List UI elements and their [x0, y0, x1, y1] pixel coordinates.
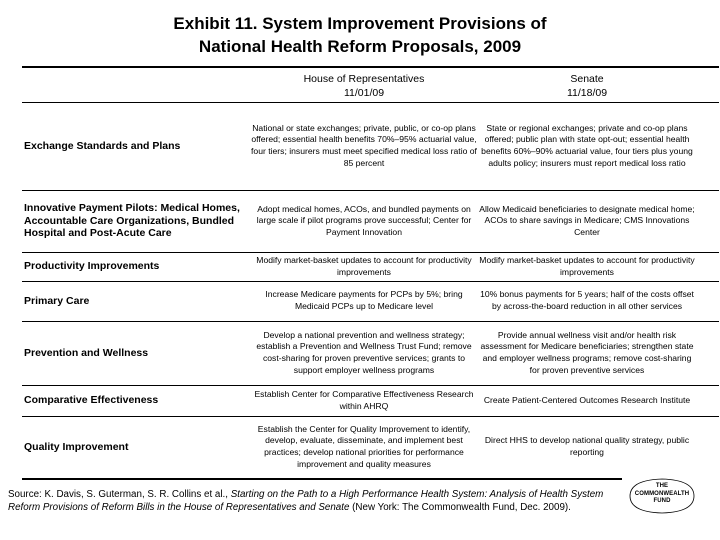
logo-line-3: FUND — [653, 498, 671, 504]
exhibit-title — [0, 12, 720, 58]
logo-text — [633, 483, 691, 506]
row-label-primary-care: Primary Care — [24, 294, 90, 307]
senate-column-header — [478, 72, 696, 100]
title-line-2: National Health Reform Proposals, 2009 — [198, 37, 522, 56]
logo-line-2: COMMONWEALTH — [634, 490, 690, 497]
row-label-productivity: Productivity Improvements — [24, 260, 160, 273]
house-prevention-wellness: Develop a national prevention and wellness strategy; establish a Prevention and Wellness Trust Fund; remove cost-sharing for proven preventive services; grants to support employer wellness programs — [256, 329, 472, 375]
house-column-header — [250, 72, 478, 100]
house-productivity: Modify market-basket updates to account for productivity improvements — [256, 254, 472, 277]
row-label-payment-pilots: Innovative Payment Pilots: Medical Homes, Accountable Care Organizations, Bundled Hospital and Post-Acute Care — [24, 202, 240, 240]
house-payment-pilots: Adopt medical homes, ACOs, and bundled payments on large scale if pilot programs prove successful; Center for Payment Innovation — [256, 203, 472, 237]
source-note — [8, 489, 618, 514]
source-title: Starting on the Path to a High Performance Health System: Analysis of Health System Reform Provisions of Reform Bills in the House of Representatives and Senate — [8, 489, 604, 513]
senate-primary-care: 10% bonus payments for 5 years; half of the costs offset by across-the-board reduction in all other services — [480, 289, 694, 311]
logo-line-1: THE — [655, 483, 669, 489]
row-label-exchange-standards: Exchange Standards and Plans — [24, 139, 181, 152]
house-quality-improvement: Establish the Center for Quality Improvement to identify, develop, evaluate, disseminate, and implement best practices; develop national priorities for performance improvement and quality measures — [257, 423, 471, 469]
top-rule — [22, 66, 719, 68]
house-exchange-standards: National or state exchanges; private, public, or co-op plans offered; essential health benefits 70%–95% actuarial value, four tiers; insurers must meet specified medical loss ratio of 85 percent — [251, 122, 477, 168]
title-line-1: Exhibit 11. System Improvement Provisions of — [173, 14, 547, 33]
row-label-quality-improvement: Quality Improvement — [24, 440, 129, 453]
row-label-comparative-effectiveness: Comparative Effectiveness — [24, 394, 159, 407]
source-suffix: (New York: The Commonwealth Fund, Dec. 2009). — [349, 501, 571, 513]
senate-productivity: Modify market-basket updates to account for productivity improvements — [479, 254, 695, 277]
senate-payment-pilots: Allow Medicaid beneficiaries to designate medical home; ACOs to share savings in Medicare; CMS Innovations Center — [479, 203, 695, 237]
house-column-name: House of Representatives — [303, 73, 425, 85]
senate-column-name: Senate — [570, 73, 604, 85]
row-label-prevention-wellness: Prevention and Wellness — [24, 346, 149, 359]
bottom-rule — [22, 478, 622, 480]
senate-quality-improvement: Direct HHS to develop national quality strategy, public reporting — [484, 435, 690, 457]
house-primary-care: Increase Medicare payments for PCPs by 5%; bring Medicaid PCPs up to Medicare level — [265, 289, 463, 311]
senate-comparative-effectiveness: Create Patient-Centered Outcomes Research Institute — [483, 394, 691, 405]
senate-exchange-standards: State or regional exchanges; private and co-op plans offered; public plan with state opt-out; essential health benefits 60%–90% actuarial value, four tiers plus young adults policy; insurers must report medical loss ratio — [481, 122, 693, 168]
senate-prevention-wellness: Provide annual wellness visit and/or health risk assessment for Medicare beneficiaries; strengthen state and employer wellness programs; remove cost-sharing for proven preventive services — [480, 329, 694, 375]
house-column-date: 11/01/09 — [343, 87, 385, 99]
senate-column-date: 11/18/09 — [566, 87, 608, 99]
house-comparative-effectiveness: Establish Center for Comparative Effectiveness Research within AHRQ — [254, 388, 474, 411]
source-prefix: Source: K. Davis, S. Guterman, S. R. Collins et al., — [8, 489, 231, 500]
